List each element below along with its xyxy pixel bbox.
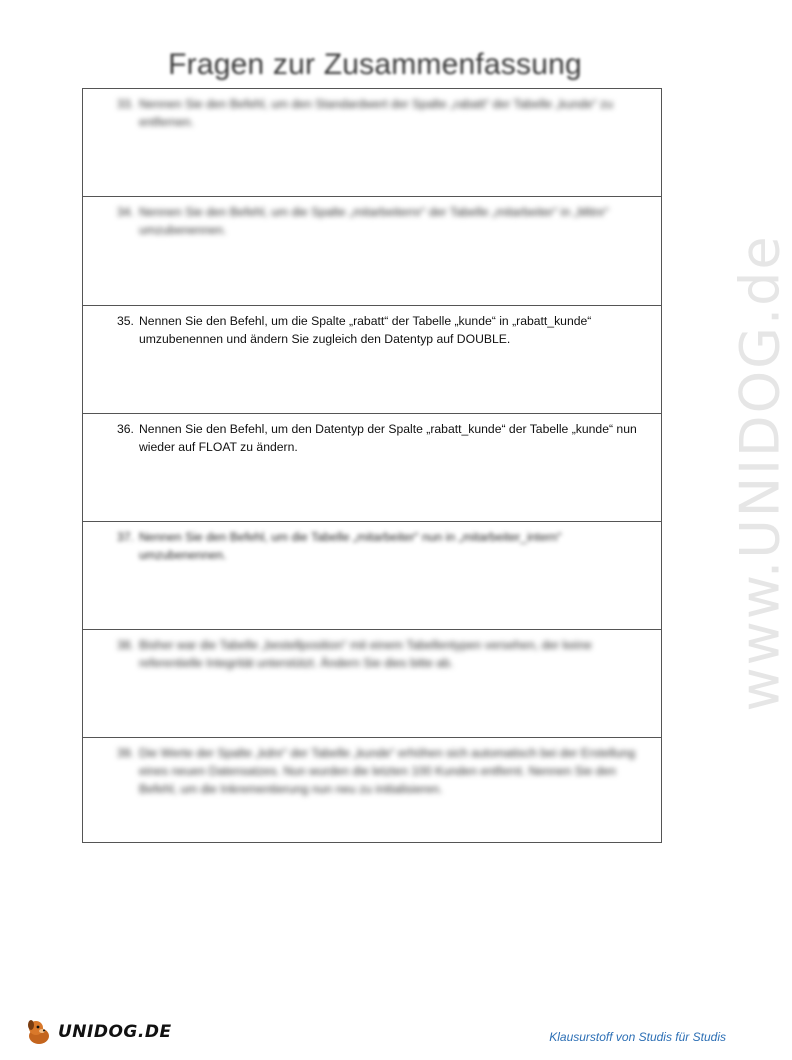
question-body: Bisher war die Tabelle „bestellposition“ mit einem Tabellentypen versehen, der keine referentielle Integrität unterstützt. Ändern Sie dies bitte ab. — [139, 638, 592, 670]
question-row — [83, 197, 661, 306]
question-body: Die Werte der Spalte „kdnr“ der Tabelle „kunde“ erhöhen sich automatisch bei der Erstellung eines neuen Datensatzes. Nun wurden die letzten 100 Kunden entfernt. Nennen Sie den Befehl, um die Inkrementierung nun neu zu initialisieren. — [139, 746, 636, 796]
question-text — [117, 636, 637, 672]
question-number: 39. — [117, 746, 134, 760]
question-row — [83, 522, 661, 630]
question-table — [82, 88, 662, 843]
question-row — [83, 89, 661, 197]
question-body: Nennen Sie den Befehl, um den Datentyp der Spalte „rabatt_kunde“ der Tabelle „kunde“ nun wieder auf FLOAT zu ändern. — [139, 422, 637, 454]
question-text — [117, 312, 637, 348]
question-row — [83, 630, 661, 738]
question-text — [117, 528, 637, 564]
question-text — [117, 420, 637, 456]
question-text — [117, 95, 637, 131]
watermark: www.UNIDOG.de — [728, 234, 792, 712]
question-text — [117, 744, 637, 798]
question-row — [83, 414, 661, 522]
question-row — [83, 738, 661, 842]
question-number: 36. — [117, 422, 134, 436]
footer-slogan: Klausurstoff von Studis für Studis — [549, 1030, 726, 1044]
question-body: Nennen Sie den Befehl, um die Spalte „rabatt“ der Tabelle „kunde“ in „rabatt_kunde“ umzubenennen und ändern Sie zugleich den Datentyp auf DOUBLE. — [139, 314, 592, 346]
question-number: 34. — [117, 205, 134, 219]
question-row — [83, 306, 661, 414]
question-number: 35. — [117, 314, 134, 328]
question-body: Nennen Sie den Befehl, um die Spalte „mitarbeiternr“ der Tabelle „mitarbeiter“ in „Mitnr“ umzubenennen. — [139, 205, 609, 237]
dog-logo-icon — [24, 1017, 54, 1047]
question-text — [117, 203, 637, 239]
page-title: Fragen zur Zusammenfassung — [168, 48, 582, 81]
question-body: Nennen Sie den Befehl, um den Standardwert der Spalte „rabatt“ der Tabelle „kunde“ zu entfernen. — [139, 97, 614, 129]
footer-logo — [24, 1016, 172, 1048]
logo-text: UNIDOG.DE — [58, 1022, 172, 1042]
question-body: Nennen Sie den Befehl, um die Tabelle „mitarbeiter“ nun in „mitarbeiter_intern“ umzubenennen. — [139, 530, 562, 562]
question-number: 33. — [117, 97, 134, 111]
question-number: 37. — [117, 530, 134, 544]
question-number: 38. — [117, 638, 134, 652]
